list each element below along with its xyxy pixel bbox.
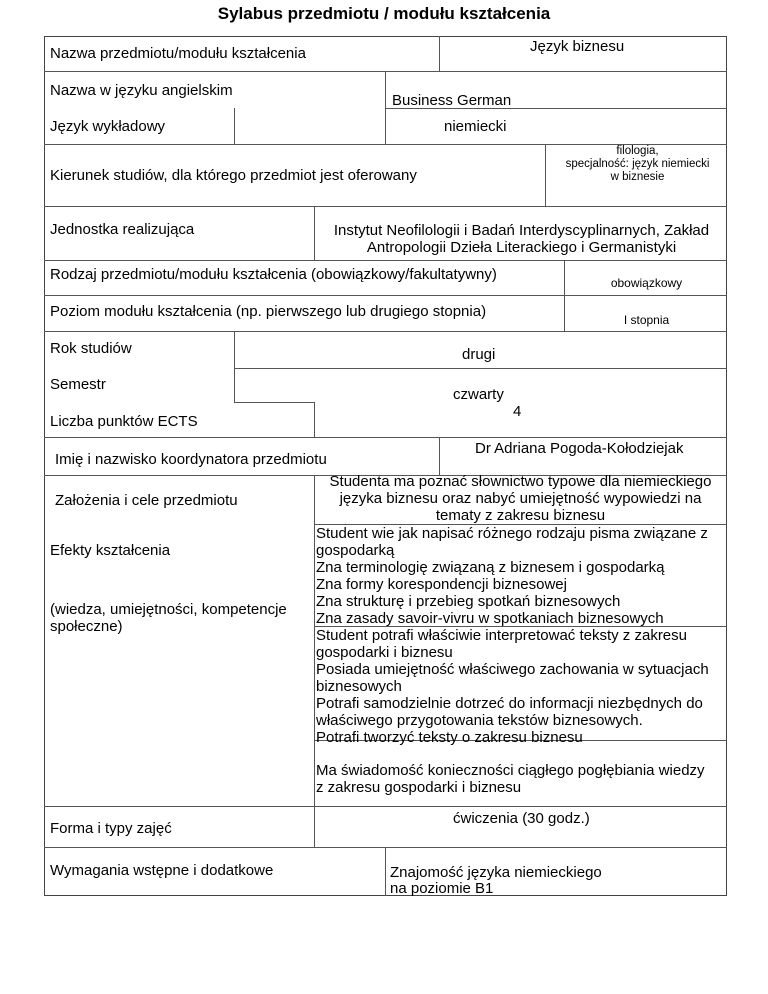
skills-line: biznesowych — [316, 678, 402, 695]
outcomes-sublabel-line: społeczne) — [50, 618, 123, 635]
english-name-label: Nazwa w języku angielskim — [50, 82, 233, 99]
year-value: drugi — [462, 346, 496, 363]
requirements-value-line: Znajomość języka niemieckiego — [390, 864, 602, 881]
language-label: Język wykładowy — [50, 118, 166, 135]
col-divider — [564, 260, 565, 331]
competence-line: Ma świadomość konieczności ciągłego pogłębiania wiedzy — [316, 762, 705, 779]
english-name-value: Business German — [392, 92, 512, 109]
col-divider — [385, 847, 386, 896]
field-of-study-value-line: filologia, — [616, 145, 659, 157]
knowledge-line: Zna formy korespondencji biznesowej — [316, 576, 567, 593]
col-divider — [234, 108, 235, 144]
row-divider — [44, 260, 727, 261]
skills-line: Student potrafi właściwie interpretować teksty z zakresu — [316, 627, 687, 644]
objectives-value-line: języka biznesu oraz nabyć umiejętność wypowiedzi na — [339, 490, 702, 507]
coordinator-label: Imię i nazwisko koordynatora przedmiotu — [55, 451, 327, 468]
ects-value: 4 — [513, 403, 522, 420]
skills-line: Posiada umiejętność właściwego zachowania w sytuacjach — [316, 661, 709, 678]
course-name-value: Język biznesu — [530, 38, 625, 55]
competence-line: z zakresu gospodarki i biznesu — [316, 779, 522, 796]
row-divider — [44, 806, 727, 807]
objectives-label: Założenia i cele przedmiotu — [55, 492, 238, 509]
knowledge-line: gospodarką — [316, 542, 395, 559]
field-of-study-value-line: w biznesie — [610, 171, 665, 183]
semester-value: czwarty — [453, 386, 504, 403]
knowledge-line: Zna strukturę i przebieg spotkań biznesowych — [316, 593, 621, 610]
field-of-study-value-line: specjalność: język niemiecki — [565, 158, 710, 170]
class-form-label: Forma i typy zajęć — [50, 820, 172, 837]
coordinator-value: Dr Adriana Pogoda-Kołodziejak — [475, 440, 684, 457]
skills-line: Potrafi samodzielnie dotrzeć do informacji niezbędnych do — [316, 695, 703, 712]
row-divider — [44, 331, 727, 332]
objectives-value-line: Studenta ma poznać słownictwo typowe dla niemieckiego — [329, 473, 712, 490]
col-divider — [314, 402, 315, 437]
col-divider — [545, 144, 546, 206]
row-divider — [44, 437, 727, 438]
field-of-study-label: Kierunek studiów, dla którego przedmiot jest oferowany — [50, 167, 417, 184]
skills-line: gospodarki i biznesu — [316, 644, 453, 661]
col-divider — [385, 71, 386, 144]
requirements-value-line: na poziomie B1 — [390, 880, 494, 897]
col-divider — [314, 206, 315, 260]
unit-value-line: Antropologii Dzieła Literackiego i Germanistyki — [366, 239, 677, 256]
year-label: Rok studiów — [50, 340, 132, 357]
knowledge-line: Student wie jak napisać różnego rodzaju pisma związane z — [316, 525, 708, 542]
col-divider — [439, 36, 440, 71]
outcomes-sublabel-line: (wiedza, umiejętności, kompetencje — [50, 601, 287, 618]
ects-label: Liczba punktów ECTS — [50, 413, 198, 430]
type-label: Rodzaj przedmiotu/modułu kształcenia (obowiązkowy/fakultatywny) — [50, 266, 497, 283]
level-label: Poziom modułu kształcenia (np. pierwszego lub drugiego stopnia) — [50, 303, 487, 320]
semester-label: Semestr — [50, 376, 106, 393]
knowledge-line: Zna terminologię związaną z biznesem i gospodarką — [316, 559, 665, 576]
requirements-label: Wymagania wstępne i dodatkowe — [50, 862, 274, 879]
col-divider — [314, 475, 315, 847]
row-divider — [44, 295, 727, 296]
type-value: obowiązkowy — [610, 276, 683, 290]
row-divider — [44, 206, 727, 207]
unit-label: Jednostka realizująca — [50, 221, 195, 238]
col-divider — [234, 331, 235, 402]
class-form-value: ćwiczenia (30 godz.) — [453, 810, 590, 827]
col-divider — [439, 437, 440, 475]
knowledge-line: Zna zasady savoir-vivru w spotkaniach biznesowych — [316, 610, 664, 627]
page-title: Sylabus przedmiotu / modułu kształcenia — [217, 4, 551, 23]
language-value: niemiecki — [444, 118, 507, 135]
unit-value-line: Instytut Neofilologii i Badań Interdyscyplinarnych, Zakład — [333, 222, 710, 239]
level-value: I stopnia — [623, 313, 670, 327]
skills-line: Potrafi tworzyć teksty o zakresu biznesu — [316, 729, 583, 746]
skills-line: właściwego przygotowania tekstów biznesowych. — [316, 712, 643, 729]
course-name-label: Nazwa przedmiotu/modułu kształcenia — [50, 45, 306, 62]
outcomes-label: Efekty kształcenia — [50, 542, 171, 559]
row-divider — [234, 402, 314, 403]
objectives-value-line: tematy z zakresu biznesu — [435, 507, 606, 524]
row-divider — [234, 368, 727, 369]
